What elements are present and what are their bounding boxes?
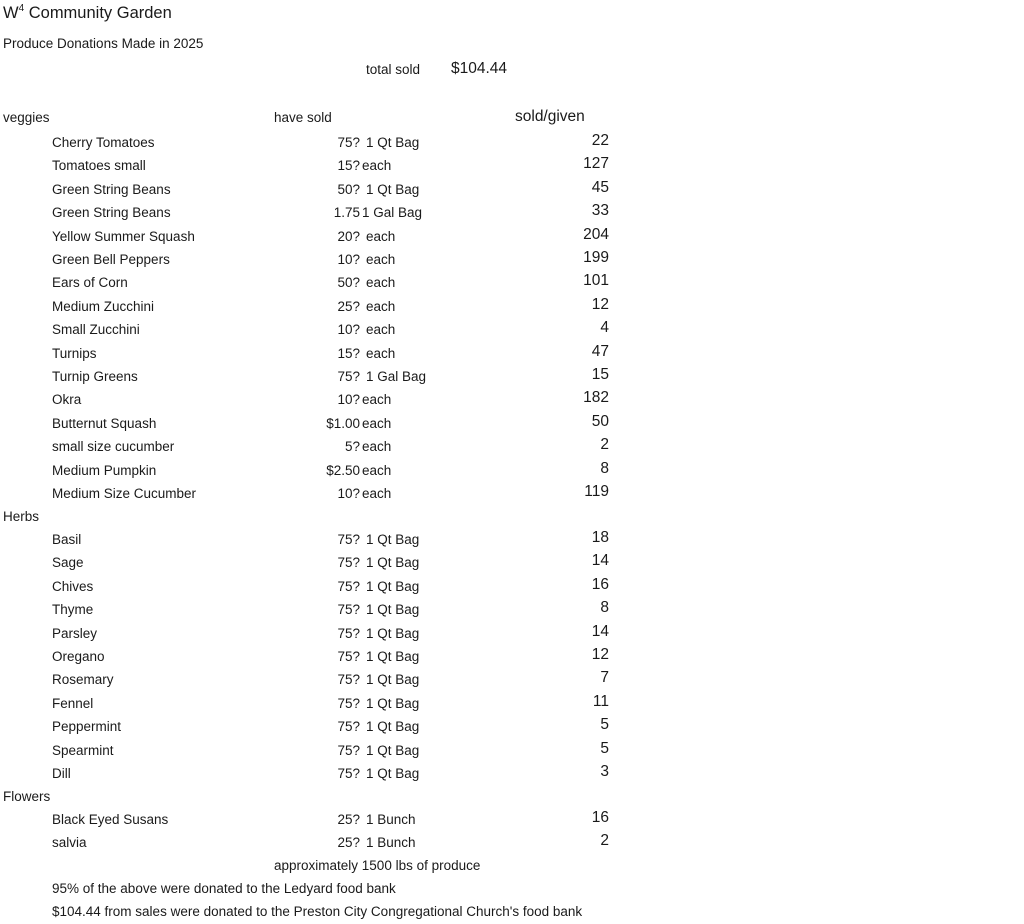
table-row: [0, 319, 640, 342]
item-price: 75?: [337, 578, 360, 594]
item-name: Thyme: [52, 602, 94, 618]
item-unit: each: [366, 322, 396, 338]
item-unit: 1 Bunch: [366, 835, 416, 851]
item-name: Rosemary: [52, 672, 114, 688]
item-unit: 1 Qt Bag: [366, 672, 420, 688]
item-name: Yellow Summer Squash: [52, 228, 195, 244]
total-sold-label: total sold: [366, 62, 421, 77]
item-price: 20?: [337, 228, 360, 244]
item-count: 5: [600, 739, 609, 757]
item-unit: 1 Gal Bag: [362, 205, 423, 221]
item-name: Butternut Squash: [52, 415, 157, 431]
item-count: 3: [600, 763, 609, 780]
item-count: 5: [600, 716, 609, 734]
section-herbs: Herbs: [3, 509, 40, 524]
column-header-item: veggies: [3, 110, 50, 125]
item-unit: each: [362, 415, 392, 431]
table-row: [0, 740, 640, 763]
item-name: Okra: [52, 392, 82, 408]
item-price: 5?: [344, 439, 360, 455]
table-row: [0, 716, 640, 739]
table-row: [0, 669, 640, 692]
item-name: Medium Pumpkin: [52, 462, 157, 478]
item-price: 25?: [337, 835, 360, 851]
note-ledyard-donation: 95% of the above were donated to the Ledyard food bank: [52, 881, 396, 896]
item-name: small size cucumber: [52, 439, 175, 455]
item-unit: 1 Qt Bag: [366, 181, 420, 197]
table-row: [0, 576, 640, 599]
item-count: 2: [600, 436, 609, 454]
column-header-price: have sold: [274, 110, 332, 125]
table-row: [0, 552, 640, 575]
table-row: [0, 460, 640, 483]
item-count: 4: [600, 319, 609, 337]
item-unit: each: [362, 392, 392, 408]
item-count: 45: [591, 178, 609, 196]
item-price: 75?: [337, 369, 360, 384]
item-count: 18: [591, 529, 609, 546]
table-row: [0, 366, 640, 389]
title-superscript: 4: [18, 3, 25, 14]
item-unit: 1 Qt Bag: [366, 602, 420, 618]
item-price: 75?: [337, 766, 360, 781]
item-count: 8: [600, 459, 609, 477]
item-name: Green String Beans: [52, 181, 171, 197]
item-unit: each: [362, 462, 392, 478]
item-unit: 1 Qt Bag: [366, 742, 420, 758]
item-price: 75?: [337, 719, 360, 735]
page-subtitle: Produce Donations Made in 2025: [3, 36, 204, 51]
item-price: 75?: [337, 602, 360, 618]
table-row: [0, 226, 640, 249]
item-count: 14: [591, 552, 609, 570]
table-row: [0, 132, 640, 155]
item-unit: 1 Qt Bag: [366, 625, 420, 641]
item-count: 47: [591, 342, 609, 360]
item-unit: each: [366, 345, 396, 361]
section-flowers: Flowers: [3, 789, 51, 804]
note-preston-donation: $104.44 from sales were donated to the Preston City Congregational Church's food bank: [52, 904, 583, 919]
table-row: [0, 202, 640, 225]
table-row: [0, 832, 640, 855]
title-rest: Community Garden: [24, 4, 172, 22]
item-name: Dill: [52, 766, 71, 781]
item-price: 15?: [337, 158, 360, 174]
table-row: [0, 272, 640, 295]
item-name: Fennel: [52, 695, 94, 711]
item-count: 16: [591, 809, 609, 826]
item-unit: 1 Qt Bag: [366, 649, 420, 664]
table-row: [0, 389, 640, 412]
item-count: 7: [600, 669, 609, 687]
item-count: 16: [591, 575, 609, 593]
item-unit: 1 Bunch: [366, 812, 416, 827]
table-row: [0, 809, 640, 832]
item-price: $2.50: [326, 462, 360, 478]
table-row: [0, 623, 640, 646]
item-name: Green Bell Peppers: [52, 252, 170, 267]
item-name: Ears of Corn: [52, 275, 128, 291]
item-price: 10?: [337, 486, 360, 501]
item-price: 1.75: [333, 205, 360, 221]
item-price: 25?: [337, 812, 360, 827]
item-price: 10?: [337, 322, 360, 338]
note-total-weight: approximately 1500 lbs of produce: [274, 858, 481, 873]
table-row: [0, 413, 640, 436]
item-unit: 1 Qt Bag: [366, 719, 420, 735]
table-row: [0, 693, 640, 716]
item-name: Turnips: [52, 345, 97, 361]
table-row: [0, 483, 640, 506]
item-price: 75?: [337, 742, 360, 758]
item-count: 22: [591, 132, 609, 149]
item-name: Small Zucchini: [52, 322, 140, 338]
table-row: [0, 763, 640, 786]
item-unit: 1 Qt Bag: [366, 695, 420, 711]
item-name: Sage: [52, 555, 84, 571]
item-price: 15?: [337, 345, 360, 361]
total-sold-value: $104.44: [451, 60, 508, 77]
table-row: [0, 155, 640, 178]
item-count: 15: [591, 366, 609, 383]
item-count: 119: [584, 483, 609, 500]
item-name: salvia: [52, 835, 87, 851]
item-price: 75?: [337, 135, 360, 150]
item-price: $1.00: [326, 415, 360, 431]
item-unit: each: [366, 228, 396, 244]
item-price: 75?: [337, 649, 360, 664]
item-price: 75?: [337, 672, 360, 688]
table-row: [0, 436, 640, 459]
item-price: 75?: [337, 695, 360, 711]
column-header-count: sold/given: [515, 108, 585, 125]
item-unit: 1 Qt Bag: [366, 135, 420, 150]
item-name: Turnip Greens: [52, 369, 138, 384]
item-unit: each: [362, 439, 392, 455]
table-row: [0, 529, 640, 552]
item-unit: 1 Gal Bag: [366, 369, 427, 384]
item-count: 101: [583, 272, 609, 290]
table-row: [0, 343, 640, 366]
item-count: 33: [591, 202, 609, 220]
item-price: 75?: [337, 532, 360, 547]
title-prefix: W: [3, 4, 19, 22]
item-price: 50?: [337, 275, 360, 291]
item-unit: each: [362, 158, 392, 174]
table-row: [0, 296, 640, 319]
item-unit: each: [362, 486, 392, 501]
item-count: 14: [591, 622, 609, 640]
item-name: Cherry Tomatoes: [52, 135, 155, 150]
item-count: 127: [583, 155, 609, 173]
item-count: 50: [591, 412, 609, 430]
item-count: 11: [592, 692, 609, 710]
item-price: 75?: [337, 625, 360, 641]
item-count: 8: [600, 599, 609, 617]
item-name: Tomatoes small: [52, 158, 146, 174]
item-name: Oregano: [52, 649, 105, 664]
item-count: 204: [583, 225, 609, 243]
table-row: [0, 179, 640, 202]
item-count: 182: [583, 389, 609, 407]
table-row: [0, 249, 640, 272]
item-price: 75?: [337, 555, 360, 571]
item-name: Parsley: [52, 625, 98, 641]
item-count: 12: [591, 646, 609, 663]
item-unit: each: [366, 252, 396, 267]
item-count: 12: [591, 295, 609, 313]
table-row: [0, 646, 640, 669]
item-name: Medium Size Cucumber: [52, 486, 197, 501]
item-price: 50?: [337, 181, 360, 197]
item-unit: each: [366, 275, 396, 291]
item-price: 25?: [337, 298, 360, 314]
item-unit: each: [366, 298, 396, 314]
item-unit: 1 Qt Bag: [366, 532, 420, 547]
item-name: Basil: [52, 532, 82, 547]
item-price: 10?: [337, 392, 360, 408]
item-name: Green String Beans: [52, 205, 171, 221]
item-unit: 1 Qt Bag: [366, 555, 420, 571]
item-name: Black Eyed Susans: [52, 812, 169, 827]
item-price: 10?: [337, 252, 360, 267]
item-name: Spearmint: [52, 742, 114, 758]
item-unit: 1 Qt Bag: [366, 578, 420, 594]
item-count: 199: [583, 249, 609, 266]
item-name: Peppermint: [52, 719, 122, 735]
item-count: 2: [600, 832, 609, 850]
page-title: [3, 4, 172, 23]
item-unit: 1 Qt Bag: [366, 766, 420, 781]
item-name: Medium Zucchini: [52, 298, 155, 314]
table-row: [0, 599, 640, 622]
item-name: Chives: [52, 578, 94, 594]
